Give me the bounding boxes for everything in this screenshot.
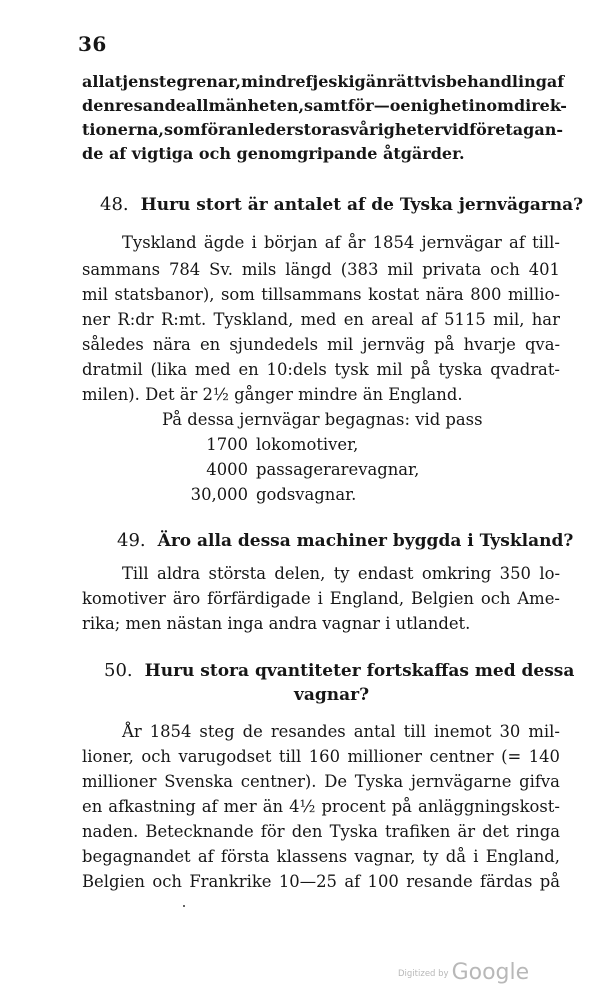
word: och (480, 589, 511, 608)
word: England, (485, 847, 560, 866)
word: qva- (524, 335, 560, 354)
word: förfärdigade (207, 589, 311, 608)
word: resandes (270, 722, 346, 741)
word: af (546, 72, 565, 91)
word: till- (532, 233, 560, 252)
question-heading-50-cont: vagnar? (294, 685, 370, 705)
word: mil- (528, 722, 560, 741)
word: tillsammans (261, 285, 362, 304)
word: i (317, 589, 323, 608)
digitized-watermark (398, 960, 529, 985)
word: Belgien (410, 589, 474, 608)
word: än (262, 797, 284, 816)
body-line: milen). Det är 2½ gånger mindre än England. (82, 385, 463, 404)
word: Betecknande (145, 822, 254, 841)
question-text: Huru stora qvantiteter fortskaffas med dessa (144, 661, 575, 681)
word: centner (429, 747, 494, 766)
word: mil (327, 335, 354, 354)
word: areal (371, 310, 414, 329)
question-text: Äro alla dessa machiner byggda i Tyskland? (157, 531, 574, 551)
intro-line: de af vigtiga och genomgripande åtgärder. (82, 144, 465, 163)
word: jernvägar (421, 233, 502, 252)
body-line (82, 870, 560, 894)
body-line (82, 308, 560, 332)
word: mil (82, 285, 109, 304)
word: har (531, 310, 560, 329)
body-line (82, 258, 560, 282)
word: jernvägarne (410, 772, 512, 791)
word: 401 (528, 260, 560, 279)
word: millioner (347, 747, 422, 766)
word: inemot (433, 722, 492, 741)
word: och (152, 872, 182, 891)
word: ty (422, 847, 439, 866)
word: oenighet (389, 96, 469, 115)
word: mindre (241, 72, 306, 91)
body-line (82, 770, 560, 794)
word: behandling (445, 72, 547, 91)
page-number: 36 (78, 32, 107, 56)
word: på (391, 797, 412, 816)
word: det (482, 822, 509, 841)
sublist-intro: På dessa jernvägar begagnas: vid pass (162, 410, 483, 429)
word: 1854 (372, 233, 415, 252)
word: 160 (308, 747, 341, 766)
word: med (300, 310, 337, 329)
body-line (82, 358, 560, 382)
sublist-count: 30,000 (190, 485, 248, 504)
word: i (251, 233, 257, 252)
word: med (194, 360, 231, 379)
word: rättvis (387, 72, 446, 91)
body-line (82, 745, 560, 769)
word: 800 (470, 285, 502, 304)
word: år (347, 233, 366, 252)
word: klassens (276, 847, 348, 866)
word: De (324, 772, 348, 791)
word: mer (223, 797, 257, 816)
sublist-count: 4000 (206, 460, 248, 479)
word: en (238, 360, 259, 379)
word: af (197, 847, 214, 866)
question-heading-50 (104, 659, 575, 683)
word: qvadrat- (490, 360, 560, 379)
sublist-item: lokomotiver, (256, 435, 359, 454)
word: Svenska (164, 772, 234, 791)
word: procent (321, 797, 386, 816)
body-line (122, 562, 560, 586)
body-line (122, 231, 560, 255)
word: 350 (499, 564, 531, 583)
word: aldra (157, 564, 201, 583)
word: 30 (499, 722, 521, 741)
word: en (199, 335, 221, 354)
body-line (82, 845, 560, 869)
body-line (82, 795, 560, 819)
word: sammans (82, 260, 161, 279)
word: och (490, 260, 520, 279)
sublist-row (188, 433, 358, 457)
word: R:mt. (160, 310, 207, 329)
word: dratmil (82, 360, 143, 379)
word: (lika (150, 360, 188, 379)
word: 140 (528, 747, 560, 766)
intro-line (82, 118, 563, 142)
word: begagnandet (82, 847, 191, 866)
word: alla (82, 72, 115, 91)
word: resande (115, 96, 186, 115)
sublist-item: godsvagnar. (256, 485, 357, 504)
word: längd (285, 260, 332, 279)
question-heading-49 (117, 529, 574, 553)
word: Belgien (82, 872, 145, 891)
word: tyska (438, 360, 483, 379)
word: mil (376, 360, 403, 379)
sublist-item: passagerarevagnar, (256, 460, 420, 479)
question-number: 50. (104, 660, 133, 681)
word: första (220, 847, 270, 866)
word: — (373, 96, 390, 115)
word: direk- (513, 96, 567, 115)
word: af (420, 310, 437, 329)
word: endast (357, 564, 414, 583)
word: inom (468, 96, 514, 115)
word: allmänheten, (185, 96, 305, 115)
word: än (365, 72, 388, 91)
word: 784 (168, 260, 201, 279)
word: och (141, 747, 171, 766)
word: som (220, 285, 255, 304)
word: millio- (508, 285, 560, 304)
word: fjeskig (305, 72, 366, 91)
word: företagan- (469, 120, 563, 139)
word: då (445, 847, 466, 866)
word: 5115 (444, 310, 486, 329)
word: statsbanor), (114, 285, 215, 304)
word: på (434, 335, 455, 354)
word: på (539, 872, 560, 891)
word: trafiken (385, 822, 451, 841)
word: mil, (493, 310, 525, 329)
word: naden. (82, 822, 139, 841)
word: färdas (480, 872, 533, 891)
word: Tyskland (122, 233, 197, 252)
word: 1854 (149, 722, 192, 741)
word: är (457, 822, 476, 841)
word: Tyska (354, 772, 404, 791)
word: de (242, 722, 263, 741)
word: Till (122, 564, 149, 583)
word: England, (329, 589, 405, 608)
word: för (260, 822, 285, 841)
word: en (343, 310, 364, 329)
word: samt (304, 96, 348, 115)
word: hvarje (463, 335, 516, 354)
word: ty (333, 564, 350, 583)
word: största (208, 564, 267, 583)
print-speck (183, 905, 185, 907)
word: således (82, 335, 144, 354)
word: vagnar, (354, 847, 416, 866)
word: (383 (340, 260, 379, 279)
word: delen, (274, 564, 326, 583)
word: 100 (367, 872, 399, 891)
google-logo: Google (451, 960, 530, 985)
word: början (263, 233, 318, 252)
word: ägde (203, 233, 245, 252)
word: antal (353, 722, 396, 741)
word: omkring (421, 564, 492, 583)
word: varugodset (178, 747, 272, 766)
word: Sv. (209, 260, 233, 279)
word: en (82, 797, 103, 816)
word: af (344, 872, 361, 891)
word: resande (406, 872, 473, 891)
body-line (82, 283, 560, 307)
word: lioner, (82, 747, 134, 766)
word: af (324, 233, 341, 252)
word: den (291, 822, 323, 841)
word: Tyska (329, 822, 378, 841)
word: svårigheter (340, 120, 443, 139)
word: Ame- (517, 589, 560, 608)
word: centner). (240, 772, 317, 791)
body-line (82, 587, 560, 611)
question-text: Huru stort är antalet af de Tyska jernvägarna? (140, 195, 584, 215)
question-number: 48. (100, 194, 129, 215)
word: jernväg (362, 335, 426, 354)
word: gifva (519, 772, 560, 791)
word: mils (241, 260, 277, 279)
word: tysk (334, 360, 369, 379)
sublist-row (188, 458, 419, 482)
word: millioner (82, 772, 157, 791)
word: till (278, 747, 302, 766)
word: i (473, 847, 479, 866)
word: 10:dels (266, 360, 327, 379)
word: Frankrike (189, 872, 272, 891)
word: lo- (539, 564, 560, 583)
word: vid (442, 120, 470, 139)
word: af (509, 233, 525, 252)
word: anläggningskost- (417, 797, 560, 816)
sublist-count: 1700 (206, 435, 248, 454)
body-line (122, 720, 560, 744)
word: R:dr (117, 310, 154, 329)
word: steg (199, 722, 235, 741)
intro-line (82, 94, 567, 118)
word: afkastning (108, 797, 196, 816)
body-line (82, 333, 560, 357)
body-line: rika; men nästan inga andra vagnar i utlandet. (82, 614, 471, 633)
word: stora (294, 120, 341, 139)
word: Tyskland, (213, 310, 294, 329)
word: 10—25 (278, 872, 337, 891)
word: ringa (516, 822, 560, 841)
word: nära (152, 335, 191, 354)
word: som (163, 120, 201, 139)
body-line (82, 820, 560, 844)
question-heading-48 (100, 193, 584, 217)
word: äro (172, 589, 201, 608)
word: af (201, 797, 218, 816)
word: den (82, 96, 115, 115)
digitized-by-label: Digitized by (398, 969, 449, 979)
word: tionerna, (82, 120, 164, 139)
word: kostat (368, 285, 420, 304)
word: mil (387, 260, 414, 279)
word: komotiver (82, 589, 166, 608)
word: privata (422, 260, 482, 279)
intro-line (82, 70, 565, 94)
word: sjundedels (229, 335, 319, 354)
question-number: 49. (117, 530, 146, 551)
word: 4½ (289, 797, 316, 816)
word: nära (425, 285, 464, 304)
word: ner (82, 310, 111, 329)
word: föranleder (200, 120, 295, 139)
word: tjenstegrenar, (114, 72, 242, 91)
sublist-row (188, 483, 356, 507)
word: (= (501, 747, 522, 766)
word: på (410, 360, 431, 379)
word: för (347, 96, 374, 115)
word: till (403, 722, 426, 741)
word: År (122, 722, 142, 741)
